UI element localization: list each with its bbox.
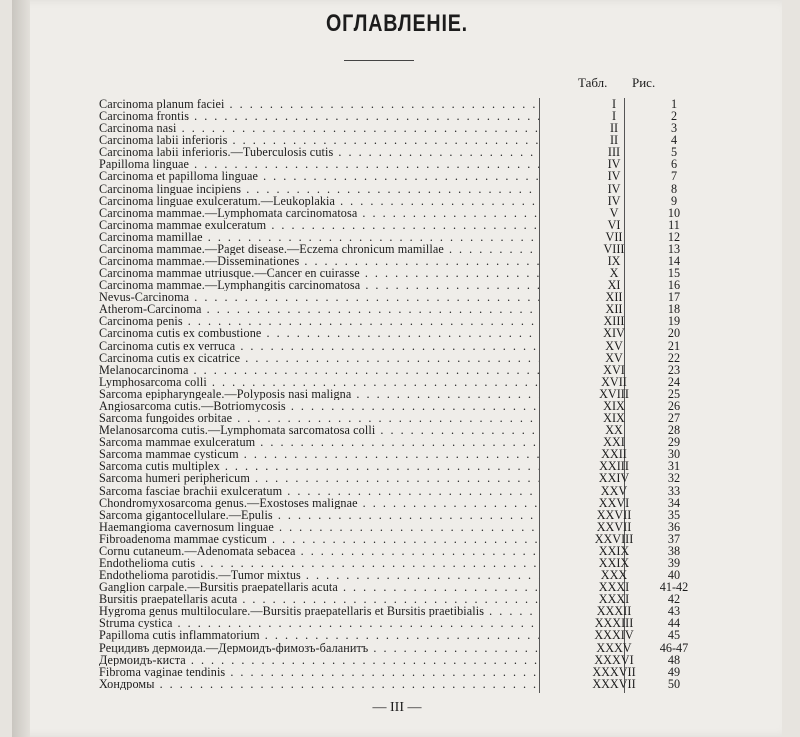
- contents-entry: [99, 471, 681, 486]
- entry-plate-number: II: [609, 133, 619, 148]
- entry-plate-number: XXVIII: [594, 531, 634, 546]
- entry-plate-number: XXXI: [598, 592, 630, 607]
- contents-entry: [99, 97, 678, 111]
- entry-plate-number: I: [611, 97, 617, 111]
- entry-title: Sarcoma gigantocellulare.—Epulis . . .: [99, 509, 539, 521]
- contents-entry: [99, 338, 681, 353]
- entry-plate-number: XXIX: [598, 543, 630, 558]
- entry-title: Carcinoma et papilloma linguae . . .: [99, 170, 539, 182]
- entry-title: Fibroma vaginae tendinis . . .: [99, 666, 539, 678]
- entry-plate-number: II: [609, 121, 619, 136]
- entry-figure-number: 12: [667, 229, 681, 244]
- entry-figure-number: 35: [667, 507, 681, 522]
- entry-title: Carcinoma labii inferioris . . .: [99, 134, 539, 146]
- entry-plate-number: X: [609, 266, 619, 281]
- entry-title: Carcinoma mammae exulceratum . . .: [99, 219, 539, 231]
- contents-entry: [99, 314, 681, 329]
- entry-title: Carcinoma mammae.—Disseminationes . . .: [99, 255, 539, 267]
- entry-figure-number: 18: [667, 302, 681, 317]
- entry-figure-number: 3: [670, 121, 678, 136]
- contents-entry: [99, 604, 681, 619]
- contents-entry: [99, 435, 681, 450]
- entry-title: Carcinoma mammae.—Lymphomata carcinomatosa . . .: [99, 207, 539, 219]
- entry-plate-number: XVII: [601, 374, 627, 389]
- entry-figure-number: 48: [667, 652, 681, 667]
- contents-entry: [99, 628, 681, 643]
- entry-figure-number: 43: [667, 604, 681, 619]
- contents-entry: [99, 181, 678, 196]
- entry-title: Carcinoma planum faciei . . .: [99, 98, 539, 110]
- contents-entry: [99, 652, 681, 667]
- entry-title: Struma cystica . . .: [99, 617, 539, 629]
- entry-figure-number: 42: [667, 592, 681, 607]
- contents-entry: [99, 229, 681, 244]
- entry-title: Carcinoma cutis ex verruca . . .: [99, 340, 539, 352]
- contents-entry: [99, 266, 681, 281]
- entry-title: Sarcoma fasciae brachii exulceratum . . .: [99, 485, 539, 497]
- entry-plate-number: XV: [605, 338, 623, 353]
- contents-entry: [99, 169, 678, 184]
- entry-figure-number: 14: [667, 254, 681, 269]
- entry-title: Endothelioma cutis . . .: [99, 557, 539, 569]
- contents-entry: [99, 507, 681, 522]
- contents-entry: [99, 398, 681, 413]
- contents-list: [99, 97, 689, 691]
- page-title: ОГЛАВЛЕНIЕ.: [326, 10, 468, 37]
- entry-figure-number: 4: [670, 133, 678, 148]
- contents-entry: [99, 193, 678, 208]
- entry-plate-number: XXII: [601, 447, 627, 462]
- contents-entry: [99, 676, 681, 691]
- entry-plate-number: XIV: [603, 326, 625, 341]
- entry-title: Hygroma genus multiloculare.—Bursitis praepatellaris et Bursitis praetibialis . . .: [99, 605, 539, 617]
- entry-title: Papilloma cutis inflammatorium . . .: [99, 629, 539, 641]
- entry-plate-number: XXVI: [598, 495, 630, 510]
- entry-title: Chondromyxosarcoma genus.—Exostoses malignae . . .: [99, 497, 539, 509]
- entry-plate-number: XXVII: [596, 519, 632, 534]
- entry-figure-number: 37: [667, 531, 681, 546]
- entry-title: Carcinoma nasi . . .: [99, 122, 539, 134]
- page-binding-shadow: [12, 0, 30, 737]
- entry-title: Carcinoma cutis ex combustione . . .: [99, 327, 539, 339]
- entry-figure-number: 5: [670, 145, 678, 160]
- entry-plate-number: XXI: [603, 435, 625, 450]
- entry-title: Sarcoma cutis multiplex . . .: [99, 460, 539, 472]
- entry-plate-number: VIII: [603, 241, 625, 256]
- entry-title: Melanosarcoma cutis.—Lymphomata sarcomatosa colli . . .: [99, 424, 539, 436]
- contents-entry: [99, 350, 681, 365]
- entry-figure-number: 9: [670, 193, 678, 208]
- entry-plate-number: XXXVII: [592, 676, 636, 691]
- entry-plate-number: XXXVII: [592, 664, 636, 679]
- entry-plate-number: XV: [605, 350, 623, 365]
- entry-figure-number: 19: [667, 314, 681, 329]
- entry-plate-number: XXVII: [596, 507, 632, 522]
- entry-plate-number: XIX: [603, 398, 625, 413]
- contents-entry: [99, 157, 678, 172]
- entry-plate-number: XXV: [600, 483, 628, 498]
- entry-title: Sarcoma mammae exulceratum . . .: [99, 436, 539, 448]
- contents-entry: [99, 483, 681, 498]
- entry-title: Ganglion carpale.—Bursitis praepatellaris acuta . . .: [99, 581, 539, 593]
- entry-plate-number: XXIII: [599, 459, 629, 474]
- entry-title: Sarcoma humeri periphericum . . .: [99, 472, 539, 484]
- entry-plate-number: XIII: [603, 314, 625, 329]
- entry-figure-number: 39: [667, 555, 681, 570]
- entry-plate-number: XXIX: [598, 555, 630, 570]
- contents-entry: [99, 423, 681, 438]
- entry-title: Cornu cutaneum.—Adenomata sebacea . . .: [99, 545, 539, 557]
- contents-entry: [99, 664, 681, 679]
- header-tabl: Табл.: [578, 75, 608, 90]
- contents-entry: [99, 145, 678, 160]
- entry-plate-number: IX: [607, 254, 621, 269]
- entry-plate-number: XVIII: [599, 386, 629, 401]
- entry-figure-number: 6: [670, 157, 678, 172]
- entry-plate-number: XXXIV: [594, 628, 634, 643]
- entry-figure-number: 11: [668, 217, 680, 232]
- entry-plate-number: XII: [605, 290, 623, 305]
- contents-entry: [99, 205, 681, 220]
- entry-figure-number: 8: [670, 181, 678, 196]
- entry-figure-number: 44: [667, 616, 681, 631]
- entry-title: Carcinoma mammae utriusque.—Cancer en cuirasse . . .: [99, 267, 539, 279]
- contents-entry: [99, 121, 678, 136]
- entry-title: Lymphosarcoma colli . . .: [99, 376, 539, 388]
- entry-figure-number: 17: [667, 290, 681, 305]
- entry-figure-number: 32: [667, 471, 681, 486]
- contents-entry: [99, 241, 681, 256]
- entry-figure-number: 1: [670, 97, 678, 111]
- entry-figure-number: 7: [670, 169, 678, 184]
- book-page: [12, 0, 782, 737]
- contents-entry: [99, 495, 681, 510]
- contents-entry: [99, 640, 689, 655]
- entry-plate-number: XII: [605, 302, 623, 317]
- contents-entry: [99, 278, 681, 293]
- entry-figure-number: 21: [667, 338, 681, 353]
- contents-entry: [99, 254, 681, 269]
- entry-figure-number: 46-47: [659, 640, 689, 655]
- entry-figure-number: 30: [667, 447, 681, 462]
- contents-entry: [99, 568, 681, 583]
- entry-plate-number: III: [607, 145, 621, 160]
- entry-title: Хондромы . . .: [99, 678, 539, 690]
- entry-plate-number: XXX: [600, 568, 628, 583]
- contents-entry: [99, 217, 680, 232]
- entry-figure-number: 31: [667, 459, 681, 474]
- entry-figure-number: 27: [667, 411, 681, 426]
- entry-figure-number: 33: [667, 483, 681, 498]
- entry-plate-number: XXXIII: [594, 616, 634, 631]
- entry-plate-number: VII: [605, 229, 623, 244]
- entry-figure-number: 29: [667, 435, 681, 450]
- entry-title: Рецидивъ дермоида.—Дермоидъ-фимозъ-баланитъ . . .: [99, 642, 539, 654]
- entry-title: Sarcoma fungoides orbitae . . .: [99, 412, 539, 424]
- entry-title: Carcinoma frontis . . .: [99, 110, 539, 122]
- contents-entry: [99, 386, 681, 401]
- entry-title: Endothelioma parotidis.—Tumor mixtus . . .: [99, 569, 539, 581]
- entry-title: Carcinoma linguae incipiens . . .: [99, 183, 539, 195]
- entry-title: Sarcoma epipharyngeale.—Polyposis nasi maligna . . .: [99, 388, 539, 400]
- entry-figure-number: 25: [667, 386, 681, 401]
- contents-entry: [99, 459, 681, 474]
- entry-plate-number: IV: [607, 157, 621, 172]
- page-number: — III —: [372, 700, 422, 715]
- entry-plate-number: XXIV: [598, 471, 630, 486]
- entry-figure-number: 45: [667, 628, 681, 643]
- entry-figure-number: 2: [670, 109, 678, 124]
- entry-figure-number: 13: [667, 241, 681, 256]
- contents-entry: [99, 543, 681, 558]
- contents-entry: [99, 133, 678, 148]
- entry-title: Melanocarcinoma . . .: [99, 364, 539, 376]
- entry-figure-number: 26: [667, 398, 681, 413]
- entry-title: Carcinoma labii inferioris.—Tuberculosis cutis . . .: [99, 146, 539, 158]
- contents-entry: [99, 580, 689, 595]
- entry-plate-number: XIX: [603, 411, 625, 426]
- entry-title: Nevus-Carcinoma . . .: [99, 291, 539, 303]
- entry-plate-number: XXXV: [596, 640, 632, 655]
- contents-entry: [99, 326, 681, 341]
- entry-plate-number: IV: [607, 193, 621, 208]
- entry-title: Atherom-Carcinoma . . .: [99, 303, 539, 315]
- entry-title: Papilloma linguae . . .: [99, 158, 539, 170]
- entry-figure-number: 16: [667, 278, 681, 293]
- entry-figure-number: 15: [667, 266, 681, 281]
- entry-figure-number: 50: [667, 676, 681, 691]
- entry-plate-number: XXXI: [598, 580, 630, 595]
- entry-plate-number: VI: [607, 217, 621, 232]
- title-rule: [344, 60, 414, 61]
- entry-plate-number: IV: [607, 169, 621, 184]
- contents-entry: [99, 290, 681, 305]
- entry-title: Fibroadenoma mammae cysticum . . .: [99, 533, 539, 545]
- entry-figure-number: 49: [667, 664, 681, 679]
- entry-title: Carcinoma cutis ex cicatrice . . .: [99, 352, 539, 364]
- entry-figure-number: 20: [667, 326, 681, 341]
- entry-figure-number: 23: [667, 362, 681, 377]
- entry-title: Carcinoma linguae exulceratum.—Leukoplakia . . .: [99, 195, 539, 207]
- contents-entry: [99, 302, 681, 317]
- entry-figure-number: 38: [667, 543, 681, 558]
- entry-plate-number: XVI: [603, 362, 625, 377]
- entry-figure-number: 28: [667, 423, 681, 438]
- contents-entry: [99, 519, 681, 534]
- contents-entry: [99, 374, 681, 389]
- entry-title: Carcinoma mammae.—Paget disease.—Eczema chronicum mamillae . . .: [99, 243, 539, 255]
- entry-figure-number: 34: [667, 495, 681, 510]
- entry-title: Bursitis praepatellaris acuta . . .: [99, 593, 539, 605]
- entry-title: Haemangioma cavernosum linguae . . .: [99, 521, 539, 533]
- contents-entry: [99, 447, 681, 462]
- entry-figure-number: 22: [667, 350, 681, 365]
- entry-figure-number: 41-42: [659, 580, 689, 595]
- entry-plate-number: XXXII: [596, 604, 632, 619]
- contents-entry: [99, 555, 681, 570]
- contents-entry: [99, 411, 681, 426]
- contents-entry: [99, 109, 678, 124]
- entry-figure-number: 40: [667, 568, 681, 583]
- entry-title: Carcinoma penis . . .: [99, 315, 539, 327]
- entry-title: Carcinoma mamillae . . .: [99, 231, 539, 243]
- entry-figure-number: 10: [667, 205, 681, 220]
- contents-entry: [99, 616, 681, 631]
- entry-figure-number: 24: [667, 374, 681, 389]
- header-ris: Рис.: [632, 75, 656, 90]
- entry-title: Carcinoma mammae.—Lymphangitis carcinomatosa . . .: [99, 279, 539, 291]
- entry-plate-number: XX: [605, 423, 623, 438]
- entry-plate-number: I: [611, 109, 617, 124]
- entry-title: Дермоидъ-киста . . .: [99, 654, 539, 666]
- entry-title: Angiosarcoma cutis.—Botriomycosis . . .: [99, 400, 539, 412]
- entry-plate-number: IV: [607, 181, 621, 196]
- entry-plate-number: XI: [607, 278, 621, 293]
- entry-plate-number: V: [609, 205, 619, 220]
- contents-entry: [99, 362, 681, 377]
- contents-entry: [99, 531, 681, 546]
- entry-title: Sarcoma mammae cysticum . . .: [99, 448, 539, 460]
- entry-plate-number: XXXVI: [594, 652, 634, 667]
- entry-figure-number: 36: [667, 519, 681, 534]
- contents-entry: [99, 592, 681, 607]
